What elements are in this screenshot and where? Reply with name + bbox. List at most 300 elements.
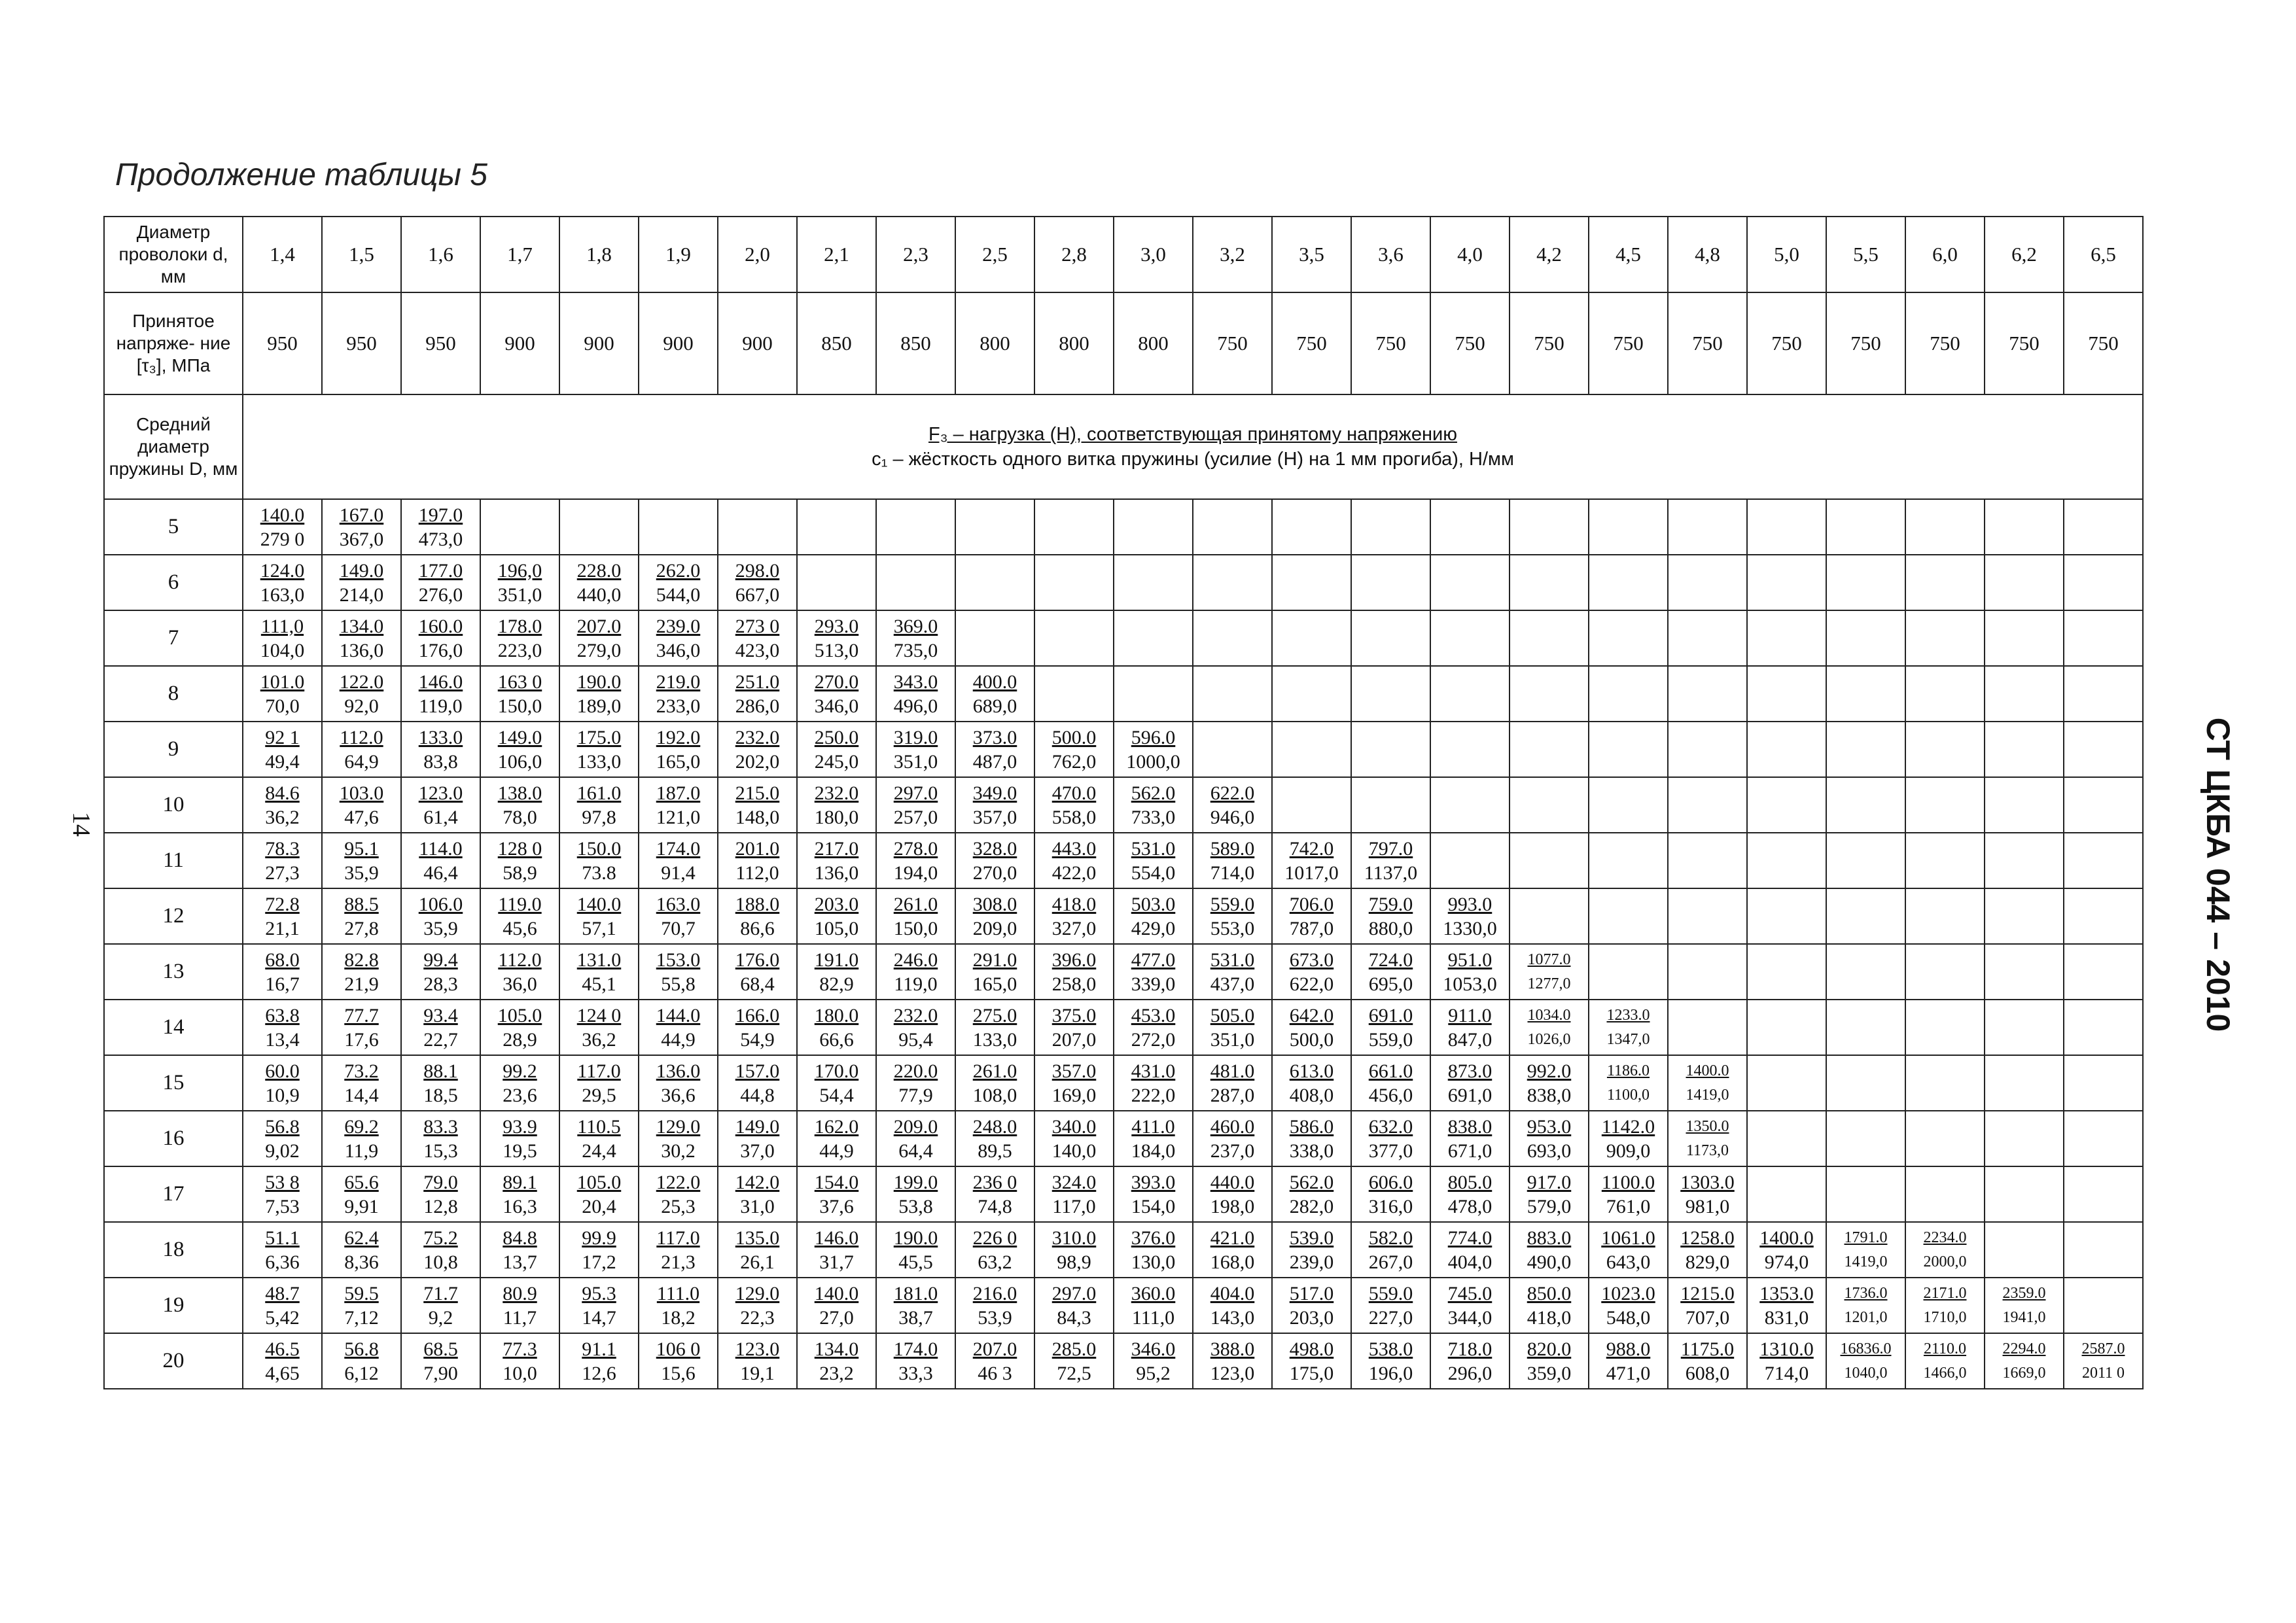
stiffness-value: 2000,0 [1923,1253,1967,1270]
table-row [104,888,2143,944]
load-value: 166.0 [735,1004,780,1026]
stiffness-value: 1026,0 [1527,1030,1571,1048]
table-cell [1510,833,1589,888]
table-cell [876,1055,955,1111]
table-cell [1034,666,1114,722]
table-cell [243,722,322,777]
load-value: 291.0 [972,949,1017,971]
table-cell [559,888,639,944]
table-cell [401,1055,480,1111]
load-value: 1061.0 [1601,1227,1655,1249]
stiffness-value: 437,0 [1210,973,1255,995]
table-cell [559,722,639,777]
table-cell [639,1278,718,1333]
stiffness-value: 829,0 [1685,1251,1730,1273]
stiffness-value: 761,0 [1606,1195,1651,1217]
stiffness-value: 1100,0 [1606,1086,1650,1104]
stiffness-value: 9,91 [344,1195,379,1217]
load-value: 661.0 [1368,1060,1413,1082]
stiffness-value: 227,0 [1368,1306,1413,1329]
stiffness-value: 338,0 [1289,1140,1334,1162]
table-cell [1589,1222,1668,1278]
table-cell [322,610,401,666]
stiffness-value: 58,9 [503,862,537,884]
table-cell [1430,499,1510,555]
load-value: 142.0 [735,1171,780,1193]
stiffness-value: 667,0 [735,584,780,606]
stiffness-value: 327,0 [1051,917,1097,939]
load-value: 248.0 [972,1115,1017,1138]
stiffness-value: 37,6 [819,1195,854,1217]
load-value: 88.1 [423,1060,458,1082]
stiffness-value: 104,0 [260,639,305,661]
mean-diameter-value: 20 [104,1333,243,1389]
table-cell [322,722,401,777]
table-cell [480,944,559,1000]
table-cell [1747,666,1826,722]
stiffness-value: 176,0 [418,639,463,661]
stiffness-value: 13,7 [503,1251,537,1273]
table-cell [322,555,401,610]
table-cell [1114,888,1193,944]
table-cell [1114,555,1193,610]
table-cell [797,610,876,666]
stiffness-value: 279,0 [576,639,622,661]
stiffness-value: 23,2 [819,1362,854,1384]
stress-value: 750 [1668,292,1747,394]
table-cell [559,610,639,666]
stiffness-value: 209,0 [972,917,1017,939]
load-value: 503.0 [1131,893,1176,915]
table-cell [1985,1055,2064,1111]
stiffness-value: 735,0 [893,639,938,661]
load-value: 505.0 [1210,1004,1255,1026]
table-cell [1114,1000,1193,1055]
stiffness-value: 92,0 [344,695,379,717]
load-value: 297.0 [893,782,938,804]
stress-value: 850 [797,292,876,394]
load-value: 162.0 [814,1115,859,1138]
load-value: 262.0 [656,559,701,582]
stiffness-value: 1137,0 [1364,862,1418,884]
table-cell [639,1222,718,1278]
wire-diameter-value: 3,0 [1114,217,1193,292]
table-cell [797,1111,876,1166]
stiffness-value: 18,2 [661,1306,696,1329]
load-value: 59.5 [344,1282,379,1304]
stiffness-value: 981,0 [1685,1195,1730,1217]
table-row [104,1222,2143,1278]
stress-value: 750 [1589,292,1668,394]
mean-diameter-value: 11 [104,833,243,888]
load-value: 228.0 [576,559,622,582]
stiffness-value: 880,0 [1368,917,1413,939]
load-value: 220.0 [893,1060,938,1082]
mean-diameter-value: 13 [104,944,243,1000]
load-value: 393.0 [1131,1171,1176,1193]
load-value: 774.0 [1447,1227,1492,1249]
table-cell [559,499,639,555]
load-value: 622.0 [1210,782,1255,804]
stress-value: 750 [2064,292,2143,394]
table-cell [718,1166,797,1222]
load-value: 562.0 [1131,782,1176,804]
table-cell [955,1278,1034,1333]
table-row [104,944,2143,1000]
table-cell [243,1111,322,1166]
load-value: 369.0 [893,615,938,637]
stiffness-value: 695,0 [1368,973,1413,995]
table-cell [1193,722,1272,777]
stiffness-value: 733,0 [1131,806,1176,828]
table-cell [876,722,955,777]
table-cell [955,833,1034,888]
table-caption: Продолжение таблицы 5 [115,158,487,192]
stiffness-value: 471,0 [1606,1362,1651,1384]
load-value: 745.0 [1447,1282,1492,1304]
table-cell [1747,1000,1826,1055]
stiffness-value: 7,90 [423,1362,458,1384]
table-cell [718,1278,797,1333]
stiffness-value: 47,6 [344,806,379,828]
stiffness-value: 36,0 [503,973,537,995]
table-cell [1351,666,1430,722]
load-value: 199.0 [893,1171,938,1193]
load-value: 1736.0 [1844,1284,1888,1302]
load-value: 124.0 [260,559,305,582]
table-cell [1114,1111,1193,1166]
stiffness-value: 196,0 [1368,1362,1413,1384]
stiffness-value: 45,1 [582,973,616,995]
table-cell [1589,722,1668,777]
table-cell [1826,666,1905,722]
stiffness-value: 13,4 [265,1028,300,1051]
load-value: 16836.0 [1840,1340,1892,1357]
stiffness-value: 74,8 [978,1195,1012,1217]
table-cell [797,833,876,888]
stiffness-value: 112,0 [735,862,779,884]
stiffness-value: 357,0 [972,806,1017,828]
load-value: 99.2 [503,1060,537,1082]
table-cell [1668,1333,1747,1389]
stiffness-value: 478,0 [1447,1195,1492,1217]
load-value: 99.9 [582,1227,616,1249]
table-cell [1351,888,1430,944]
wire-diameter-value: 3,5 [1272,217,1351,292]
stress-value: 750 [1272,292,1351,394]
table-cell [876,1000,955,1055]
load-value: 236 0 [972,1171,1017,1193]
table-cell [2064,555,2143,610]
table-cell [1351,1333,1430,1389]
stress-value: 750 [1985,292,2064,394]
table-cell [1430,888,1510,944]
stiffness-value: 64,9 [344,750,379,773]
stress-value: 750 [1510,292,1589,394]
table-cell [718,610,797,666]
load-value: 93.9 [503,1115,537,1138]
table-cell [1747,777,1826,833]
table-cell [243,1222,322,1278]
mean-diameter-value: 10 [104,777,243,833]
load-value: 135.0 [735,1227,780,1249]
stiffness-value: 83,8 [423,750,458,773]
table-cell [1668,1222,1747,1278]
load-value: 105.0 [497,1004,542,1026]
stiffness-value: 175,0 [1289,1362,1334,1384]
load-value: 232.0 [814,782,859,804]
stiffness-value: 287,0 [1210,1084,1255,1106]
table-cell [1905,777,1985,833]
table-cell [1351,1055,1430,1111]
stiffness-value: 1000,0 [1126,750,1180,773]
stiffness-value: 72,5 [1057,1362,1091,1384]
load-value: 163 0 [497,671,542,693]
stiffness-value: 422,0 [1051,862,1097,884]
load-value: 71.7 [423,1282,458,1304]
wire-diameter-value: 5,0 [1747,217,1826,292]
load-value: 1310.0 [1759,1338,1814,1360]
stress-value: 750 [1193,292,1272,394]
stiffness-value: 2011 0 [2081,1364,2125,1382]
load-value: 174.0 [656,837,701,860]
stiffness-value: 61,4 [423,806,458,828]
load-value: 75.2 [423,1227,458,1249]
table-cell [559,944,639,1000]
table-cell [401,722,480,777]
load-value: 51.1 [265,1227,300,1249]
table-cell [243,1055,322,1111]
load-value: 140.0 [260,504,305,526]
table-row [104,833,2143,888]
load-value: 129.0 [735,1282,780,1304]
load-value: 2110.0 [1923,1340,1967,1357]
stiffness-value: 237,0 [1210,1140,1255,1162]
load-value: 582.0 [1368,1227,1413,1249]
stiffness-value: 163,0 [260,584,305,606]
mean-diameter-value: 16 [104,1111,243,1166]
table-cell [480,555,559,610]
table-cell [639,888,718,944]
stiffness-value: 31,0 [740,1195,775,1217]
stiffness-value: 1466,0 [1923,1364,1967,1382]
table-cell [559,1278,639,1333]
stiffness-value: 35,9 [423,917,458,939]
table-cell [1826,1333,1905,1389]
stiffness-value: 23,6 [503,1084,537,1106]
table-cell [559,1333,639,1389]
load-value: 91.1 [582,1338,616,1360]
table-cell [1905,1333,1985,1389]
stiffness-value: 150,0 [893,917,938,939]
load-value: 673.0 [1289,949,1334,971]
stress-value: 750 [1351,292,1430,394]
wire-diameter-value: 6,5 [2064,217,2143,292]
table-cell [1747,833,1826,888]
stiffness-value: 189,0 [576,695,622,717]
stiffness-value: 239,0 [1289,1251,1334,1273]
table-cell [1351,1000,1430,1055]
table-cell [322,499,401,555]
table-cell [1430,1055,1510,1111]
table-cell [480,499,559,555]
load-value: 197.0 [418,504,463,526]
load-value: 1175.0 [1680,1338,1735,1360]
table-cell [1985,499,2064,555]
wire-diameter-value: 2,3 [876,217,955,292]
table-cell [2064,1222,2143,1278]
table-cell [1668,833,1747,888]
table-cell [1985,833,2064,888]
table-cell [1826,1278,1905,1333]
table-cell [876,1111,955,1166]
table-cell [322,1055,401,1111]
stiffness-value: 339,0 [1131,973,1176,995]
stiffness-value: 423,0 [735,639,780,661]
table-cell [876,499,955,555]
table-cell [1905,944,1985,1000]
stiffness-value: 64,4 [898,1140,933,1162]
load-value: 73.2 [344,1060,379,1082]
table-cell [1272,610,1351,666]
load-value: 84.6 [265,782,300,804]
table-cell [1510,1278,1589,1333]
stiffness-value: 44,8 [740,1084,775,1106]
table-cell [1430,944,1510,1000]
table-cell [401,555,480,610]
stiffness-value: 38,7 [898,1306,933,1329]
wire-diameter-value: 2,5 [955,217,1034,292]
stiffness-value: 20,4 [582,1195,616,1217]
load-value: 992.0 [1527,1060,1572,1082]
stiffness-value: 55,8 [661,973,696,995]
table-cell [639,499,718,555]
table-cell [1193,1333,1272,1389]
stiffness-value: 21,3 [661,1251,696,1273]
stress-value: 750 [1905,292,1985,394]
load-value: 2359.0 [2002,1284,2046,1302]
table-cell [480,777,559,833]
stiffness-value: 10,9 [265,1084,300,1106]
table-row [104,777,2143,833]
table-cell [797,555,876,610]
load-value: 192.0 [656,726,701,748]
load-value: 62.4 [344,1227,379,1249]
wire-diameter-value: 1,5 [322,217,401,292]
load-value: 219.0 [656,671,701,693]
stiffness-value: 579,0 [1527,1195,1572,1217]
table-row [104,1278,2143,1333]
stiffness-value: 154,0 [1131,1195,1176,1217]
load-value: 187.0 [656,782,701,804]
table-cell [2064,888,2143,944]
table-cell [1114,1222,1193,1278]
table-cell [1985,1333,2064,1389]
table-cell [639,1055,718,1111]
load-value: 134.0 [339,615,384,637]
stiffness-value: 1941,0 [2002,1308,2046,1326]
stiffness-value: 18,5 [423,1084,458,1106]
load-value: 421.0 [1210,1227,1255,1249]
load-value: 1303.0 [1680,1171,1735,1193]
table-cell [1114,777,1193,833]
table-cell [1826,610,1905,666]
stiffness-value: 29,5 [582,1084,616,1106]
legend-stiffness-line: c₁ – жёсткость одного витка пружины (усилие (Н) на 1 мм прогиба), Н/мм [872,449,1514,470]
load-value: 112.0 [340,726,383,748]
load-value: 161.0 [576,782,622,804]
load-value: 411.0 [1131,1115,1175,1138]
stiffness-value: 45,5 [898,1251,933,1273]
table-cell [1034,1166,1114,1222]
load-value: 124 0 [576,1004,622,1026]
table-cell [797,888,876,944]
table-cell [2064,777,2143,833]
stiffness-value: 22,3 [740,1306,775,1329]
load-value: 278.0 [893,837,938,860]
table-cell [243,1333,322,1389]
table-cell [1430,1333,1510,1389]
stiffness-value: 27,8 [344,917,379,939]
table-cell [243,555,322,610]
load-value: 48.7 [265,1282,300,1304]
table-row [104,610,2143,666]
table-cell [1351,944,1430,1000]
stiffness-value: 63,2 [978,1251,1012,1273]
table-cell [559,666,639,722]
stiffness-value: 54,9 [740,1028,775,1051]
table-cell [401,1000,480,1055]
stiffness-value: 169,0 [1051,1084,1097,1106]
stiffness-value: 136,0 [814,862,859,884]
load-value: 388.0 [1210,1338,1255,1360]
load-value: 297.0 [1051,1282,1097,1304]
load-value: 117.0 [656,1227,700,1249]
table-cell [955,1222,1034,1278]
table-cell [1034,888,1114,944]
stress-value: 900 [559,292,639,394]
stiffness-value: 404,0 [1447,1251,1492,1273]
stiffness-value: 133,0 [972,1028,1017,1051]
table-cell [1193,499,1272,555]
load-value: 105.0 [576,1171,622,1193]
table-cell [1985,722,2064,777]
table-cell [243,1278,322,1333]
load-value: 77.3 [503,1338,537,1360]
stiffness-value: 15,3 [423,1140,458,1162]
wire-diameter-value: 4,2 [1510,217,1589,292]
load-value: 153.0 [656,949,701,971]
table-cell [718,1055,797,1111]
table-cell [1905,1055,1985,1111]
stiffness-value: 70,7 [661,917,696,939]
stiffness-value: 272,0 [1131,1028,1176,1051]
table-cell [243,833,322,888]
load-value: 134.0 [814,1338,859,1360]
load-value: 500.0 [1051,726,1097,748]
load-value: 112.0 [498,949,542,971]
stiffness-value: 53,8 [898,1195,933,1217]
table-row [104,555,2143,610]
stiffness-value: 11,9 [344,1140,379,1162]
table-cell [1985,888,2064,944]
load-value: 498.0 [1289,1338,1334,1360]
stiffness-value: 282,0 [1289,1195,1334,1217]
mean-diameter-header: Средний диаметр пружины D, мм [104,394,243,499]
table-cell [1510,1222,1589,1278]
load-value: 440.0 [1210,1171,1255,1193]
table-cell [1351,1111,1430,1166]
